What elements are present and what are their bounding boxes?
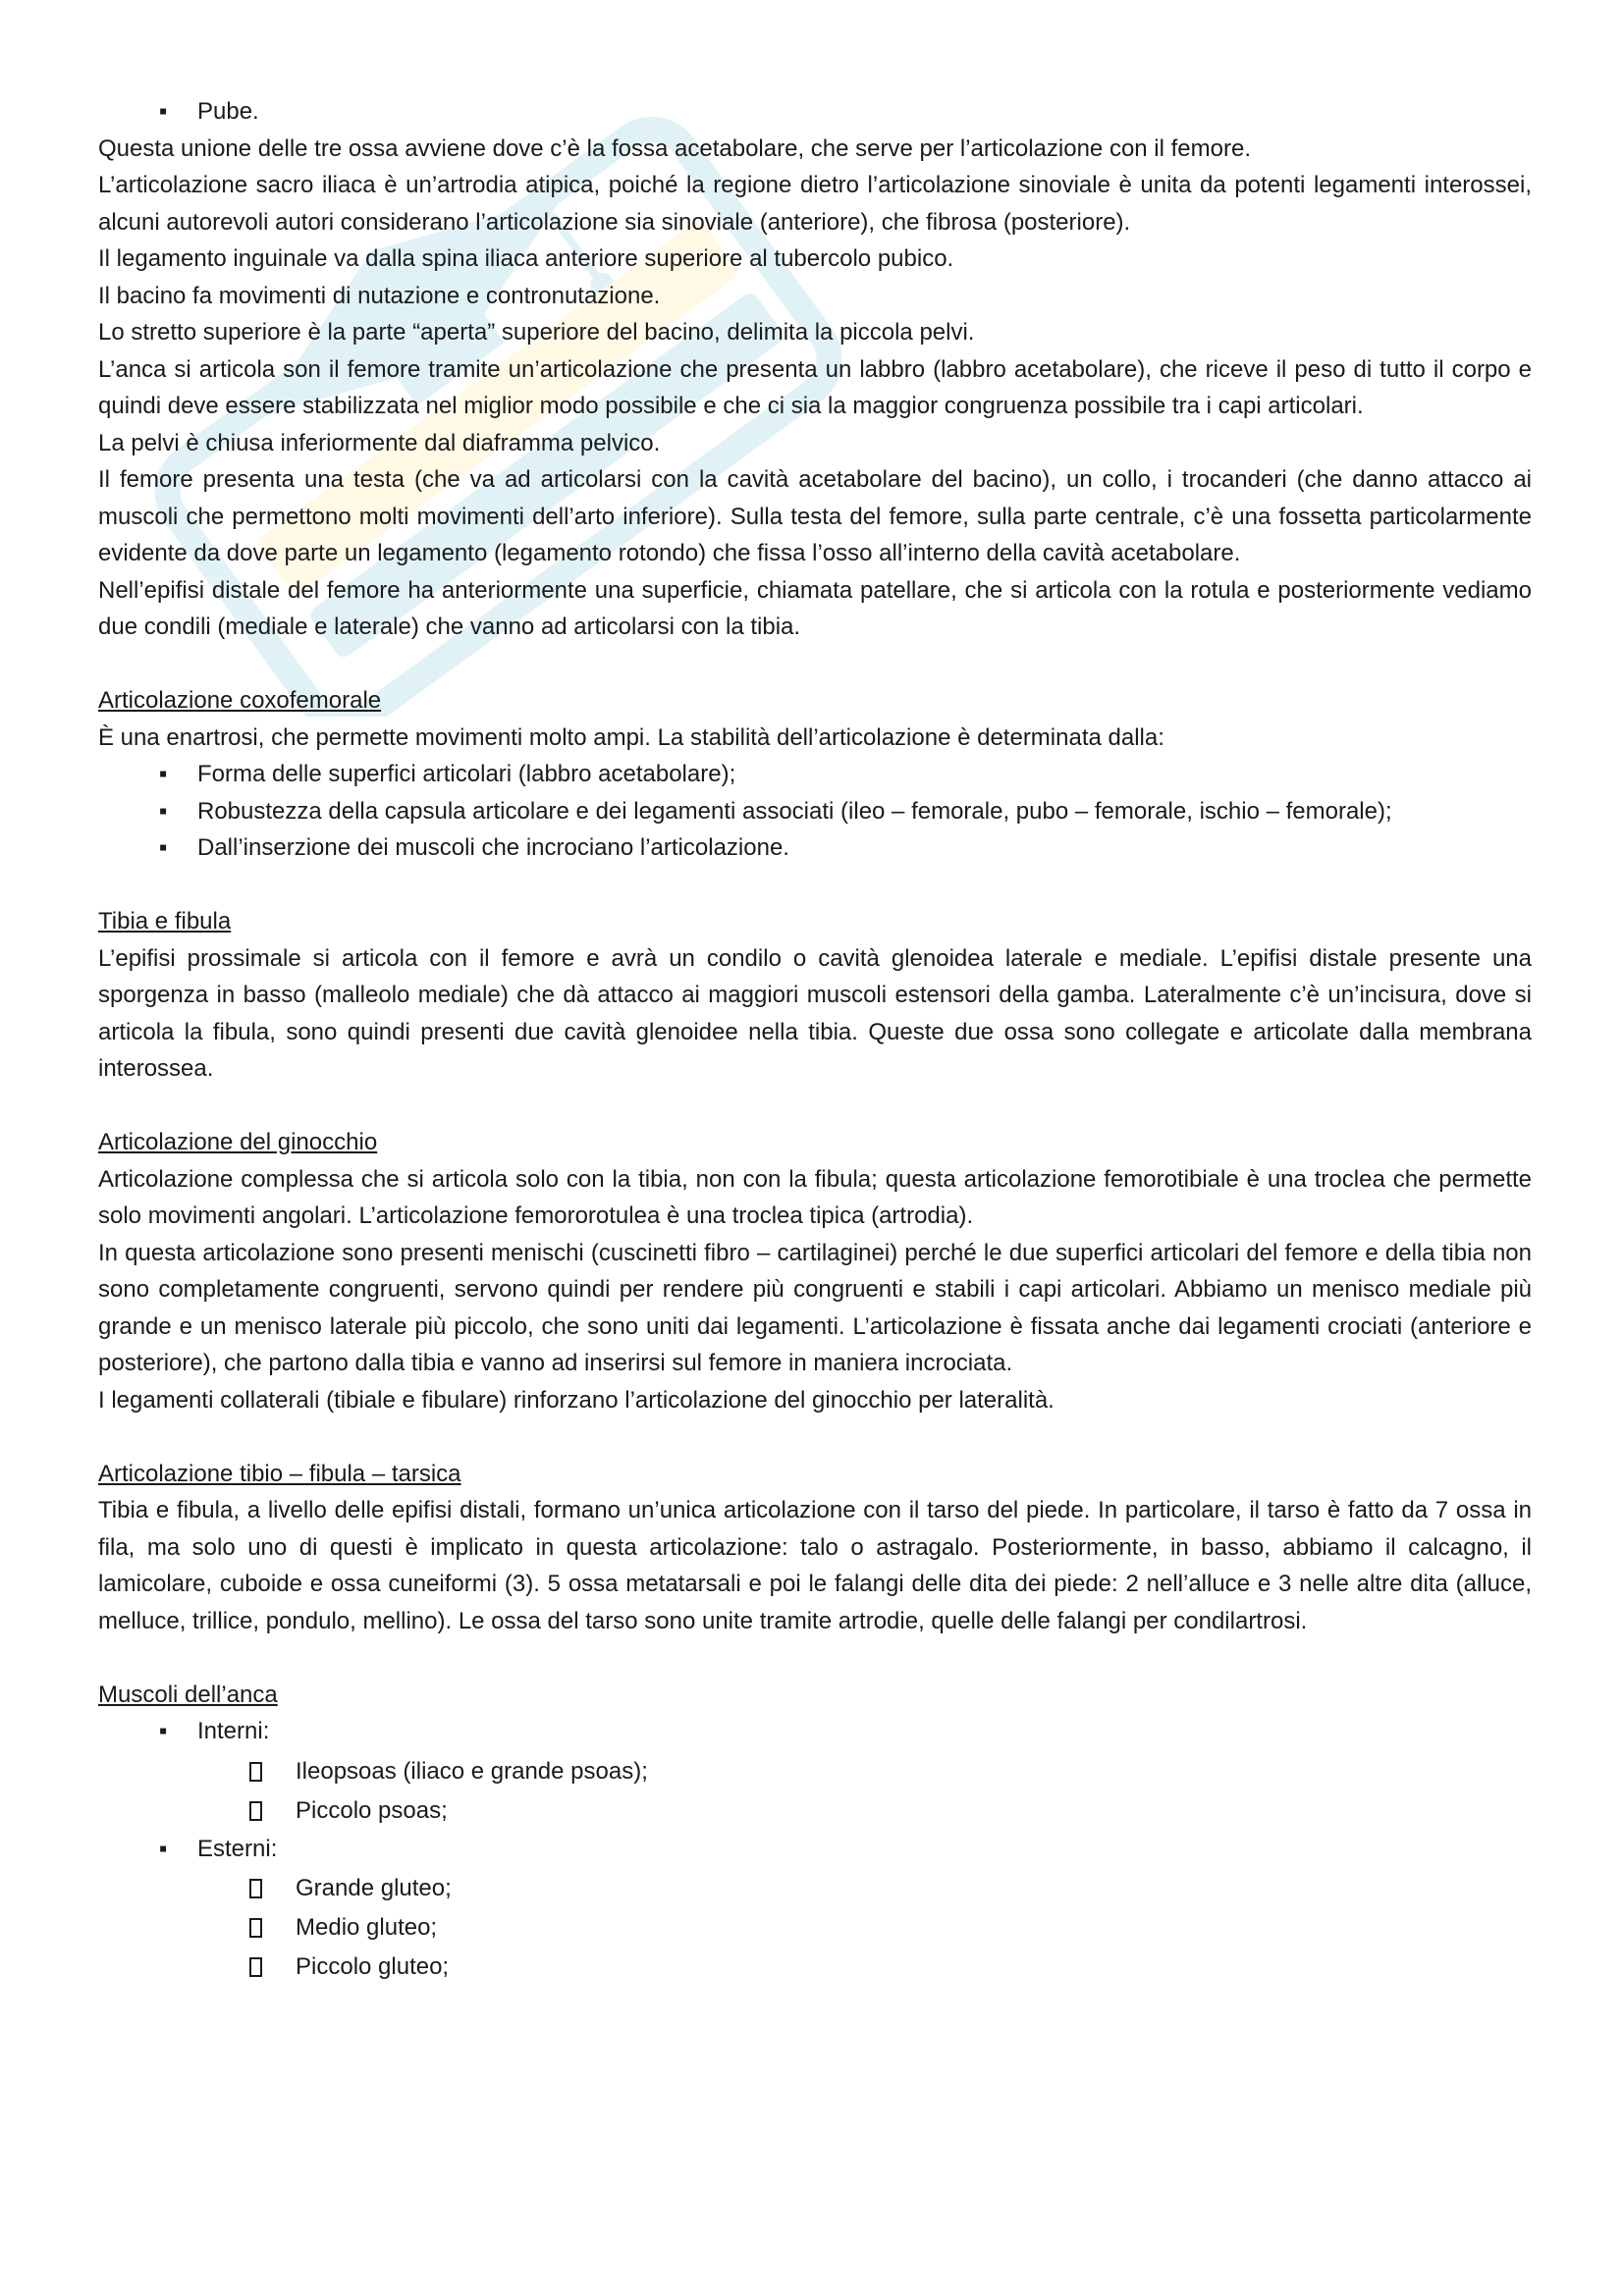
section-heading-muscoli-anca: Muscoli dell’anca (98, 1681, 278, 1708)
list-item (98, 93, 1532, 131)
paragraph: L’articolazione sacro iliaca è un’artrodia atipica, poiché la regione dietro l’articolazione sinoviale è unita da potenti legamenti interossei, alcuni autorevoli autori considerano l’articolazione sia sinoviale (anteriore), che fibrosa (posteriore). (98, 172, 1532, 236)
sub-list-item (98, 1869, 1532, 1908)
sub-list-item (98, 1948, 1532, 1987)
paragraph: Il bacino fa movimenti di nutazione e contronutazione. (98, 282, 661, 309)
checkbox-glyph-icon (249, 1801, 262, 1821)
checkbox-glyph-icon (249, 1762, 262, 1782)
bullet-marker: ▪ (158, 834, 168, 861)
paragraph: Tibia e fibula, a livello delle epifisi distali, formano un’unica articolazione con il tarso del piede. In particolare, il tarso è fatto da 7 ossa in fila, ma solo uno di questi è implicato in questa articolazione: talo o astragalo. Posteriormente, in basso, abbiamo il calcagno, il lamicolare, cuboide e ossa cuneiformi (3). 5 ossa metatarsali e poi le falangi delle dita dei piede: 2 nell’alluce e 3 nelle altre dita (alluce, melluce, trillice, pondulo, mellino). Le ossa del tarso sono unite tramite artrodie, quelle delle falangi per condilartrosi. (98, 1497, 1532, 1634)
list-item (98, 1713, 1532, 1750)
paragraph: Il femore presenta una testa (che va ad articolarsi con la cavità acetabolare del bacino), un collo, i trocanderi (che danno attacco ai muscoli che permettono molti movimenti dell’arto inferiore). Sulla testa del femore, sulla parte centrale, c’è una fossetta particolarmente evidente da dove parte un legamento (legamento rotondo) che fissa l’osso all’interno della cavità acetabolare. (98, 466, 1532, 566)
bullet-marker: ▪ (158, 1835, 168, 1862)
paragraph: L’anca si articola son il femore tramite un’articolazione che presenta un labbro (labbro acetabolare), che riceve il peso di tutto il corpo e quindi deve essere stabilizzata nel miglior modo possibile e che ci sia la maggior congruenza possibile tra i capi articolari. (98, 355, 1532, 419)
paragraph: Articolazione complessa che si articola solo con la tibia, non con la fibula; questa articolazione femorotibiale è una troclea che permette solo movimenti angolari. L’articolazione femororotulea è una troclea tipica (artrodia). (98, 1165, 1532, 1229)
checkbox-glyph-icon (249, 1957, 262, 1977)
checkbox-glyph-icon (249, 1918, 262, 1938)
list-item-text: Robustezza della capsula articolare e dei legamenti associati (ileo – femorale, pubo – femorale, ischio – femorale); (197, 797, 1392, 825)
checkbox-glyph-icon (249, 1879, 262, 1898)
sub-list-item (98, 1908, 1532, 1948)
list-item-text: Piccolo psoas; (296, 1796, 448, 1824)
list-item (98, 756, 1532, 793)
paragraph: L’epifisi prossimale si articola con il femore e avrà un condilo o cavità glenoidea laterale e mediale. L’epifisi distale presente una sporgenza in basso (malleolo mediale) che dà attacco ai maggiori muscoli estensori della gamba. Lateralmente c’è un’incisura, dove si articola la fibula, sono quindi presenti due cavità glenoidee nella tibia. Queste due ossa sono collegate e articolate dalla membrana interossea. (98, 944, 1532, 1082)
list-item (98, 1831, 1532, 1868)
list-item-text: Esterni: (197, 1835, 278, 1862)
list-item-text: Ileopsoas (iliaco e grande psoas); (296, 1757, 648, 1785)
section-heading-ginocchio: Articolazione del ginocchio (98, 1129, 378, 1155)
paragraph: I legamenti collaterali (tibiale e fibulare) rinforzano l’articolazione del ginocchio per lateralità. (98, 1386, 1055, 1414)
list-item-text: Pube. (197, 98, 259, 125)
section-heading-tibia-fibula: Tibia e fibula (98, 908, 232, 934)
list-item-text: Piccolo gluteo; (296, 1953, 450, 1980)
bullet-marker: ▪ (158, 98, 168, 125)
sub-list-item (98, 1791, 1532, 1831)
list-item-text: Medio gluteo; (296, 1914, 438, 1941)
sub-list-item (98, 1752, 1532, 1791)
list-item-text: Forma delle superfici articolari (labbro acetabolare); (197, 761, 736, 787)
bullet-marker: ▪ (158, 761, 168, 787)
document-page (98, 93, 1532, 1987)
list-item-text: Grande gluteo; (296, 1875, 452, 1901)
list-item (98, 793, 1532, 830)
paragraph: Il legamento inguinale va dalla spina iliaca anteriore superiore al tubercolo pubico. (98, 245, 954, 272)
paragraph: Questa unione delle tre ossa avviene dove c’è la fossa acetabolare, che serve per l’articolazione con il femore. (98, 134, 1251, 162)
paragraph: In questa articolazione sono presenti menischi (cuscinetti fibro – cartilaginei) perché le due superfici articolari del femore e della tibia non sono completamente congruenti, servono quindi per rendere più congruenti e stabili i capi articolari. Abbiamo un menisco mediale più grande e un menisco laterale più piccolo, che sono uniti dai legamenti. L’articolazione è fissata anche dai legamenti crociati (anteriore e posteriore), che partono dalla tibia e vanno ad inserirsi sul femore in maniera incrociata. (98, 1239, 1532, 1376)
bullet-marker: ▪ (158, 1718, 168, 1744)
list-item-text: Dall’inserzione dei muscoli che incrociano l’articolazione. (197, 834, 789, 861)
list-item (98, 829, 1532, 867)
bullet-marker: ▪ (158, 797, 168, 825)
section-heading-tibio-fibula-tarsica: Articolazione tibio – fibula – tarsica (98, 1460, 461, 1487)
paragraph: È una enartrosi, che permette movimenti molto ampi. La stabilità dell’articolazione è determinata dalla: (98, 723, 1164, 751)
paragraph: La pelvi è chiusa inferiormente dal diaframma pelvico. (98, 429, 661, 456)
paragraph: Nell’epifisi distale del femore ha anteriormente una superficie, chiamata patellare, che si articola con la rotula e posteriormente vediamo due condili (mediale e laterale) che vanno ad articolarsi con la tibia. (98, 576, 1532, 640)
list-item-text: Interni: (197, 1718, 270, 1744)
section-heading-coxofemorale: Articolazione coxofemorale (98, 687, 382, 714)
paragraph: Lo stretto superiore è la parte “aperta” superiore del bacino, delimita la piccola pelvi. (98, 319, 975, 346)
